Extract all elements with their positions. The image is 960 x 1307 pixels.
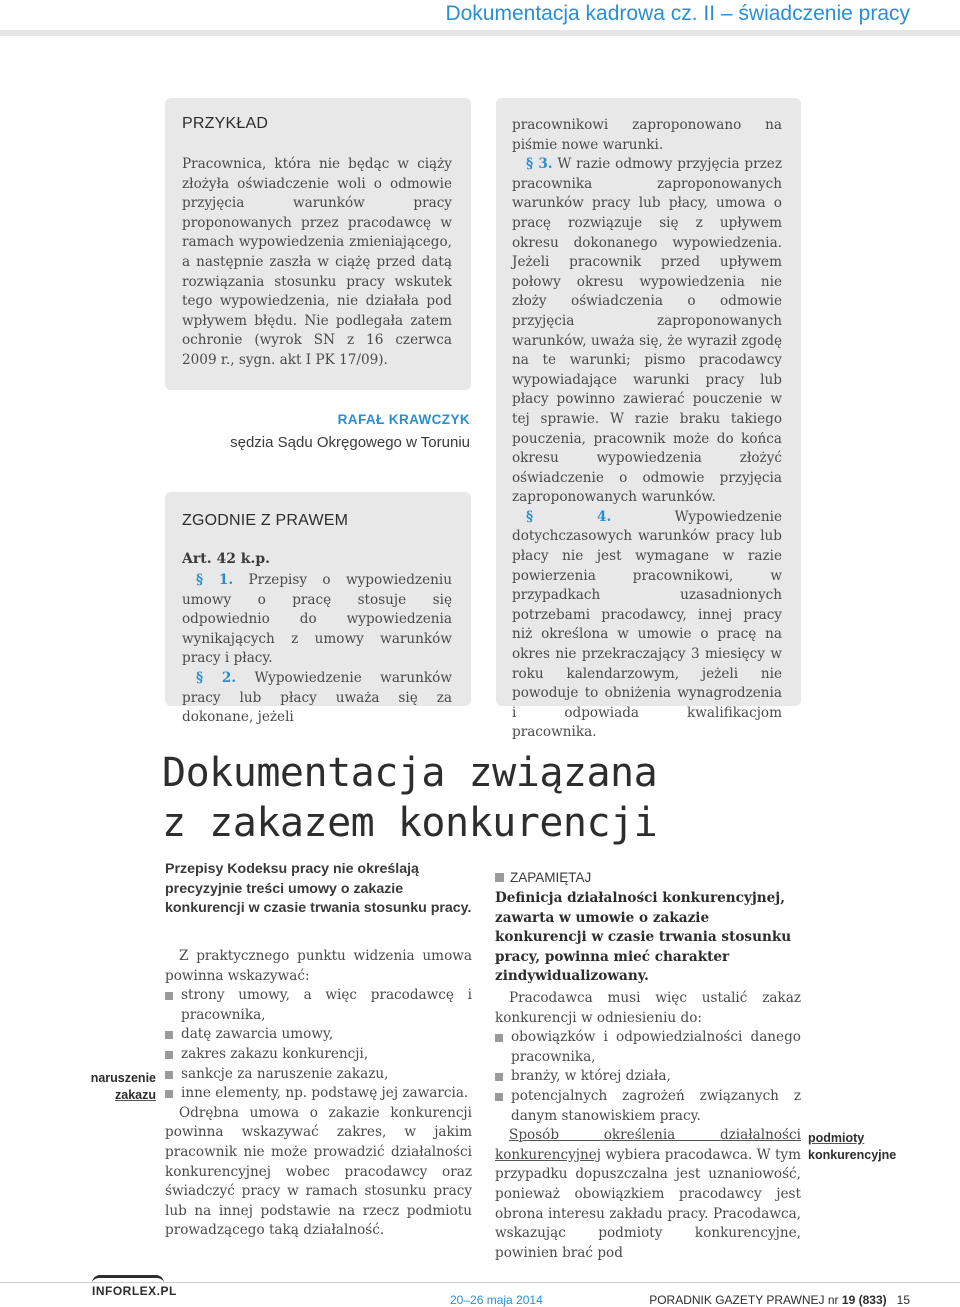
bullet-square-icon	[165, 1051, 173, 1059]
article-title	[162, 748, 657, 848]
author-role: sędzia Sądu Okręgowego w Toruniu	[230, 434, 470, 451]
bullet-square-icon	[165, 1090, 173, 1098]
col2-paragraph: Sposób określenia działalności konkurencyjnej wybiera pracodawca. W tym przypadku dopuszczalna jest uznaniowość, ponieważ obowiązkiem pracodawcy jest obrona interesu zakładu pracy. Pracodawca, wskazując podmioty konkurencyjne, powinien brać pod	[495, 1127, 801, 1261]
bullet-square-icon	[495, 1093, 503, 1101]
article-lead: Przepisy Kodeksu pracy nie określają precyzyjnie treści umowy o zakazie konkurencji w czasie trwania stosunku pracy.	[165, 861, 472, 916]
example-paragraph: Pracownica, która nie będąc w ciąży złożyła oświadczenie woli o odmowie przyjęcia warunków pracy proponowanych przez pracodawcę w ramach wypowiedzenia zmieniającego, a następnie zaszła w ciążę przed datą rozwiązania stosunku pracy wskutek tego wypowiedzenia, nie działała pod wpływem błędu. Nie podlegała zatem ochronie (wyrok SN z 16 czerwca 2009 r., sygn. akt I PK 17/09).	[182, 156, 452, 368]
col1-intro: Z praktycznego punktu widzenia umowa powinna wskazywać:	[165, 948, 472, 984]
article-reference: Art. 42 k.p.	[182, 551, 271, 567]
bullet-square-icon	[165, 992, 173, 1000]
bullet-square-icon	[165, 1071, 173, 1079]
col2-intro: Pracodawca musi więc ustalić zakaz konkurencji w odniesieniu do:	[495, 990, 801, 1026]
law-col1	[182, 571, 452, 728]
list-item: potencjalnych zagrożeń związanych z danym stanowiskiem pracy.	[495, 1087, 801, 1126]
side-note-left: naruszenie zakazu	[90, 1071, 156, 1102]
author-name: RAFAŁ KRAWCZYK	[337, 412, 470, 427]
header-title: Dokumentacja kadrowa cz. II – świadczenie pracy	[445, 2, 910, 25]
page-header	[0, 0, 960, 30]
article-title-line1: Dokumentacja związana	[162, 750, 658, 796]
header-rule	[0, 30, 960, 36]
col2-bullet-list	[495, 1028, 801, 1126]
list-item: branży, w której działa,	[495, 1067, 801, 1087]
article-col2	[495, 989, 801, 1263]
footer-publication: PORADNIK GAZETY PRAWNEJ nr 19 (833) 15	[649, 1293, 910, 1307]
square-icon	[495, 873, 504, 882]
law-section: § 1. Przepisy o wypowiedzeniu umowy o pracę stosuje się odpowiednio do wypowiedzenia wynikających z umowy warunków pracy i płacy.	[182, 572, 452, 667]
list-item: obowiązków i odpowiedzialności danego pracownika,	[495, 1028, 801, 1067]
page-number: 15	[896, 1293, 910, 1307]
col1-paragraph: Odrębna umowa o zakazie konkurencji powinna wskazywać zakres, w jakim pracownik nie może prowadzić działalności konkurencyjnej wobec pracodawcy oraz świadczyć pracy w ramach stosunku pracy lub na innej podstawie na rzecz podmiotu prowadzącego taką działalność.	[165, 1104, 472, 1239]
article-col1	[165, 947, 472, 1241]
list-item: strony umowy, a więc pracodawcę i pracownika,	[165, 986, 472, 1025]
remember-label: ZAPAMIĘTAJ	[495, 870, 591, 885]
law-section: § 3. W razie odmowy przyjęcia przez pracownika zaproponowanych warunków pracy lub płacy, umowa o pracę rozwiązuje się z upływem okresu dokonanego wypowiedzenia. Jeżeli pracownik przed upływem połowy okresu wypowiedzenia nie złoży oświadczenia o odmowie przyjęcia zaproponowanych warunków, uważa się, że wyraził zgodę na te warunki; pismo pracodawcy wypowiadające warunki pracy lub płacy powinno zawierać pouczenie w tej sprawie. W razie braku takiego pouczenia, pracownik może do końca okresu wypowiedzenia złożyć oświadczenie o odmowie przyjęcia zaproponowanych warunków.	[512, 156, 782, 506]
law-heading: ZGODNIE Z PRAWEM	[182, 512, 349, 529]
law-section: § 2. Wypowiedzenie warunków pracy lub płacy uważa się za dokonane, jeżeli	[182, 669, 452, 726]
law-section: § 4. Wypowiedzenie dotychczasowych warunków pracy lub płacy nie jest wymagane w razie powierzenia pracownikowi, w przypadkach uzasadnionych potrzebami pracodawcy, innej pracy niż określona w umowie o pracę na okres nie przekraczający 3 miesięcy w roku kalendarzowym, jeżeli nie powoduje to obniżenia wynagrodzenia i odpowiada kwalifikacjom pracownika.	[512, 508, 782, 741]
bullet-square-icon	[495, 1034, 503, 1042]
list-item: datę zawarcia umowy,	[165, 1025, 472, 1045]
footer-date: 20–26 maja 2014	[450, 1293, 543, 1307]
logo-swoosh-icon	[92, 1275, 164, 1283]
col1-bullet-list	[165, 986, 472, 1104]
bullet-square-icon	[495, 1073, 503, 1081]
remember-text: Definicja działalności konkurencyjnej, zawarta w umowie o zakazie konkurencji w czasie trwania stosunku pracy, powinna mieć charakter zindywidualizowany.	[495, 890, 792, 984]
side-note-right: podmioty konkurencyjne	[808, 1131, 897, 1162]
list-item: zakres zakazu konkurencji,	[165, 1045, 472, 1065]
example-heading: PRZYKŁAD	[182, 115, 269, 132]
footer-logo: INFORLEX.PL	[92, 1275, 177, 1298]
list-item: inne elementy, np. podstawę jej zawarcia.	[165, 1084, 472, 1104]
law-col2-lead: pracownikowi zaproponowano na piśmie nowe warunki.	[512, 117, 782, 153]
article-title-line2: z zakazem konkurencji	[162, 800, 658, 846]
list-item: sankcje za naruszenie zakazu,	[165, 1065, 472, 1085]
law-col2	[512, 116, 782, 743]
bullet-square-icon	[165, 1031, 173, 1039]
example-text	[182, 155, 452, 371]
